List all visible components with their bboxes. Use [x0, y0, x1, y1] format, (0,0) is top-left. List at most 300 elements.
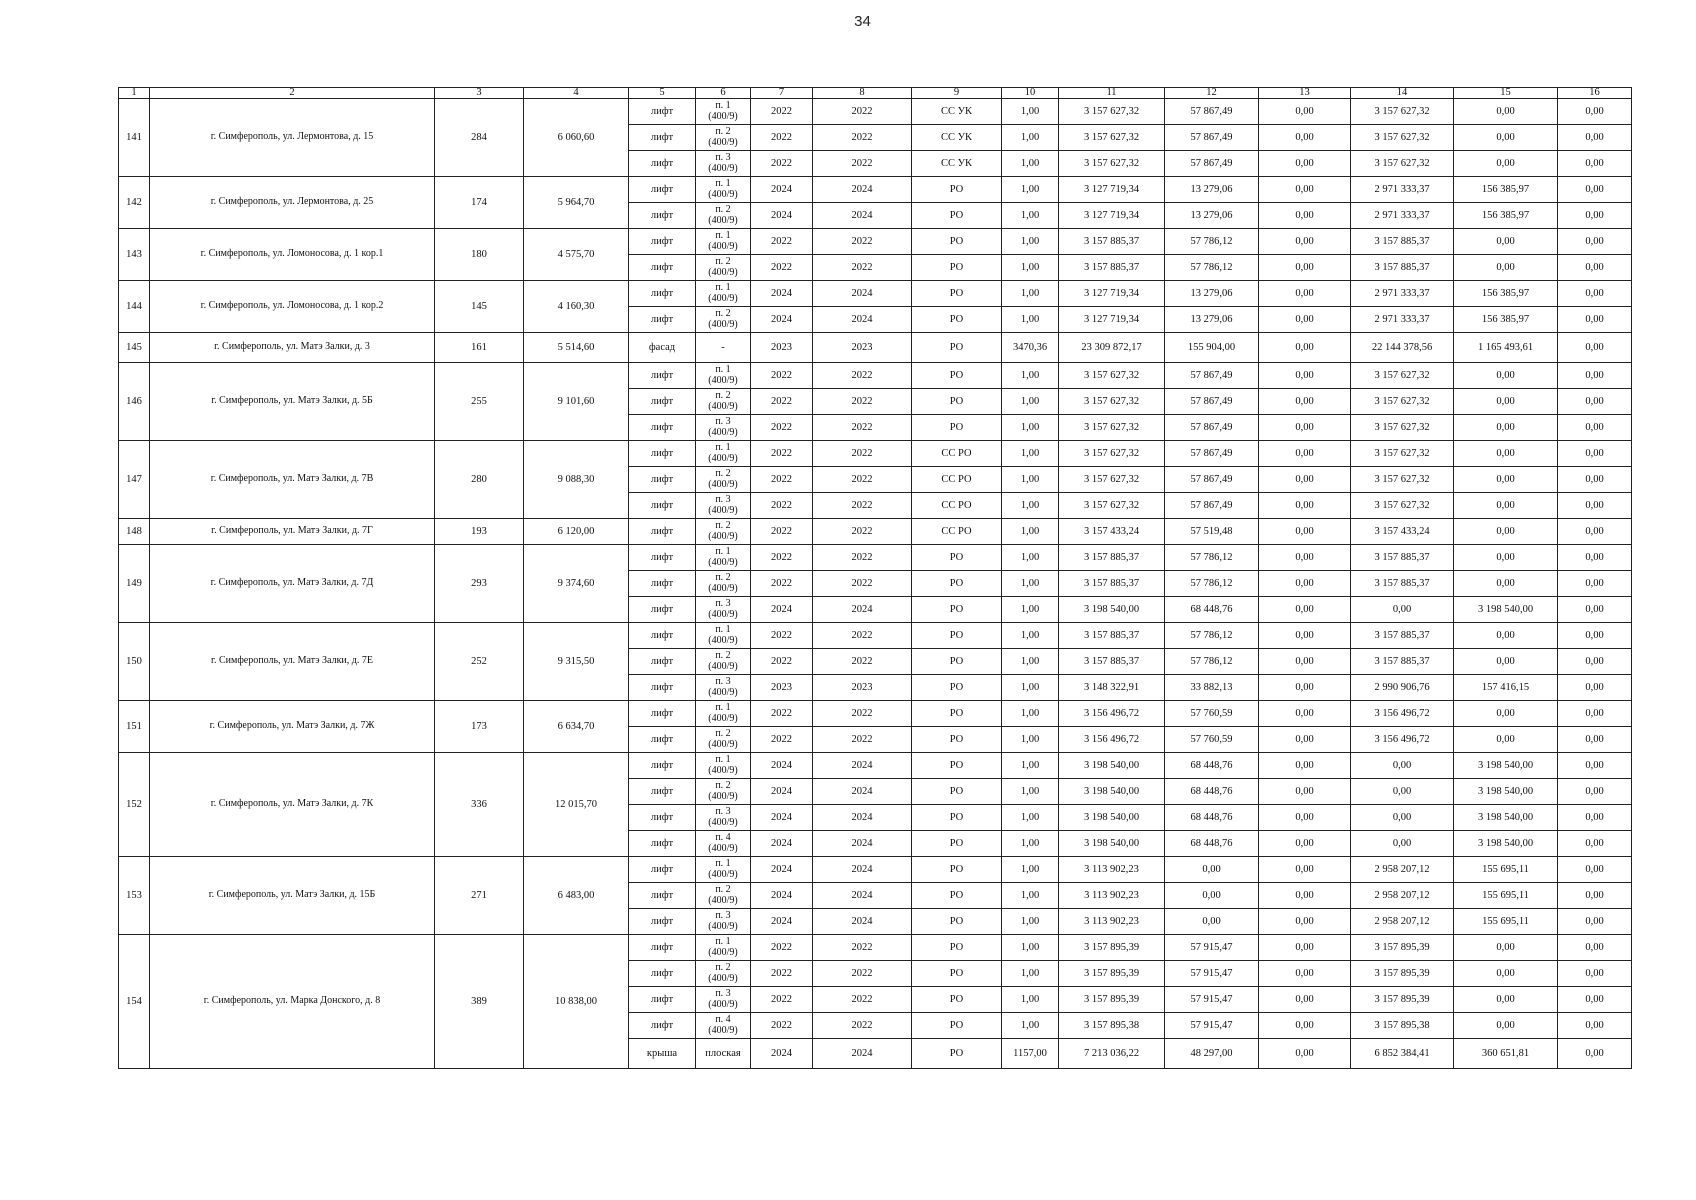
house-apartments: 336 [435, 753, 524, 857]
column-header-9: 9 [912, 88, 1002, 99]
plan-year-start-cell: 2024 [751, 779, 813, 805]
total-cost-cell: 3 157 895,39 [1059, 935, 1165, 961]
plan-year-end-cell: 2024 [813, 883, 912, 909]
customer-cell: СС РО [912, 519, 1002, 545]
house-area: 9 374,60 [524, 545, 629, 623]
total-cost-cell: 3 157 627,32 [1059, 389, 1165, 415]
cost-fund-1-cell: 0,00 [1259, 467, 1351, 493]
total-cost-cell: 3 157 627,32 [1059, 363, 1165, 389]
cost-fund-1-cell: 0,00 [1259, 1039, 1351, 1069]
cost-fund-2-cell: 3 157 627,32 [1351, 467, 1454, 493]
entrance-cell: п. 1 (400/9) [696, 857, 751, 883]
customer-cell: РО [912, 545, 1002, 571]
volume-cell: 1,00 [1002, 623, 1059, 649]
house-number: 151 [119, 701, 150, 753]
cost-fund-3-cell: 156 385,97 [1454, 203, 1558, 229]
entrance-cell: п. 3 (400/9) [696, 415, 751, 441]
plan-year-start-cell: 2023 [751, 333, 813, 363]
plan-year-end-cell: 2022 [813, 935, 912, 961]
house-area: 6 483,00 [524, 857, 629, 935]
cost-fund-1-cell: 0,00 [1259, 727, 1351, 753]
customer-cell: СС РО [912, 467, 1002, 493]
cost-fund-3-cell: 156 385,97 [1454, 307, 1558, 333]
house-number: 150 [119, 623, 150, 701]
plan-year-end-cell: 2022 [813, 125, 912, 151]
customer-cell: СС РО [912, 441, 1002, 467]
volume-cell: 1,00 [1002, 467, 1059, 493]
work-type-cell: лифт [629, 415, 696, 441]
cost-fund-3-cell: 0,00 [1454, 99, 1558, 125]
house-area: 5 964,70 [524, 177, 629, 229]
column-header-6: 6 [696, 88, 751, 99]
plan-year-start-cell: 2022 [751, 441, 813, 467]
plan-year-start-cell: 2022 [751, 701, 813, 727]
entrance-cell: п. 2 (400/9) [696, 125, 751, 151]
house-area: 10 838,00 [524, 935, 629, 1069]
cost-fund-2-cell: 22 144 378,56 [1351, 333, 1454, 363]
plan-year-start-cell: 2024 [751, 177, 813, 203]
cost-other-cell: 0,00 [1558, 779, 1632, 805]
work-type-cell: лифт [629, 125, 696, 151]
house-area: 9 315,50 [524, 623, 629, 701]
total-cost-cell: 3 157 627,32 [1059, 151, 1165, 177]
cost-sd-cell: 57 760,59 [1165, 727, 1259, 753]
plan-year-start-cell: 2022 [751, 151, 813, 177]
total-cost-cell: 7 213 036,22 [1059, 1039, 1165, 1069]
plan-year-end-cell: 2024 [813, 177, 912, 203]
plan-year-end-cell: 2024 [813, 753, 912, 779]
work-type-cell: лифт [629, 255, 696, 281]
cost-fund-1-cell: 0,00 [1259, 99, 1351, 125]
plan-year-start-cell: 2022 [751, 545, 813, 571]
cost-fund-2-cell: 3 157 627,32 [1351, 493, 1454, 519]
work-type-cell: лифт [629, 909, 696, 935]
volume-cell: 1,00 [1002, 125, 1059, 151]
cost-fund-3-cell: 3 198 540,00 [1454, 805, 1558, 831]
cost-sd-cell: 48 297,00 [1165, 1039, 1259, 1069]
cost-fund-2-cell: 3 157 895,39 [1351, 987, 1454, 1013]
volume-cell: 1,00 [1002, 415, 1059, 441]
house-address: г. Симферополь, ул. Матэ Залки, д. 7В [150, 441, 435, 519]
volume-cell: 1,00 [1002, 99, 1059, 125]
cost-sd-cell: 57 760,59 [1165, 701, 1259, 727]
volume-cell: 3470,36 [1002, 333, 1059, 363]
customer-cell: РО [912, 883, 1002, 909]
cost-sd-cell: 57 867,49 [1165, 415, 1259, 441]
entrance-cell: п. 2 (400/9) [696, 727, 751, 753]
cost-fund-3-cell: 0,00 [1454, 1013, 1558, 1039]
entrance-cell: п. 1 (400/9) [696, 623, 751, 649]
cost-sd-cell: 33 882,13 [1165, 675, 1259, 701]
customer-cell: РО [912, 701, 1002, 727]
cost-fund-2-cell: 0,00 [1351, 597, 1454, 623]
entrance-cell: п. 2 (400/9) [696, 649, 751, 675]
cost-other-cell: 0,00 [1558, 99, 1632, 125]
cost-fund-1-cell: 0,00 [1259, 805, 1351, 831]
column-header-10: 10 [1002, 88, 1059, 99]
entrance-cell: п. 3 (400/9) [696, 909, 751, 935]
cost-other-cell: 0,00 [1558, 935, 1632, 961]
cost-fund-2-cell: 3 157 895,38 [1351, 1013, 1454, 1039]
work-type-cell: лифт [629, 307, 696, 333]
cost-fund-1-cell: 0,00 [1259, 363, 1351, 389]
cost-fund-1-cell: 0,00 [1259, 177, 1351, 203]
cost-fund-3-cell: 0,00 [1454, 571, 1558, 597]
work-type-cell: лифт [629, 623, 696, 649]
cost-fund-2-cell: 0,00 [1351, 753, 1454, 779]
table-row [119, 441, 1632, 467]
work-type-cell: лифт [629, 363, 696, 389]
house-number: 143 [119, 229, 150, 281]
cost-sd-cell: 57 867,49 [1165, 363, 1259, 389]
cost-fund-3-cell: 0,00 [1454, 935, 1558, 961]
total-cost-cell: 3 157 627,32 [1059, 99, 1165, 125]
volume-cell: 1,00 [1002, 177, 1059, 203]
plan-year-start-cell: 2022 [751, 229, 813, 255]
cost-other-cell: 0,00 [1558, 177, 1632, 203]
cost-other-cell: 0,00 [1558, 281, 1632, 307]
cost-sd-cell: 13 279,06 [1165, 281, 1259, 307]
customer-cell: СС УК [912, 99, 1002, 125]
plan-year-end-cell: 2022 [813, 1013, 912, 1039]
volume-cell: 1,00 [1002, 519, 1059, 545]
entrance-cell: п. 1 (400/9) [696, 701, 751, 727]
cost-other-cell: 0,00 [1558, 363, 1632, 389]
customer-cell: СС РО [912, 493, 1002, 519]
plan-year-end-cell: 2022 [813, 363, 912, 389]
house-apartments: 389 [435, 935, 524, 1069]
volume-cell: 1,00 [1002, 493, 1059, 519]
house-apartments: 271 [435, 857, 524, 935]
cost-fund-2-cell: 3 157 627,32 [1351, 441, 1454, 467]
work-type-cell: лифт [629, 441, 696, 467]
house-address: г. Симферополь, ул. Ломоносова, д. 1 кор.2 [150, 281, 435, 333]
plan-year-end-cell: 2022 [813, 519, 912, 545]
customer-cell: РО [912, 415, 1002, 441]
work-type-cell: лифт [629, 229, 696, 255]
cost-fund-2-cell: 0,00 [1351, 831, 1454, 857]
total-cost-cell: 3 156 496,72 [1059, 727, 1165, 753]
plan-year-end-cell: 2022 [813, 961, 912, 987]
cost-fund-1-cell: 0,00 [1259, 883, 1351, 909]
plan-year-end-cell: 2022 [813, 151, 912, 177]
cost-fund-2-cell: 3 157 627,32 [1351, 389, 1454, 415]
house-address: г. Симферополь, ул. Матэ Залки, д. 7Е [150, 623, 435, 701]
work-type-cell: лифт [629, 467, 696, 493]
house-number: 153 [119, 857, 150, 935]
cost-fund-3-cell: 0,00 [1454, 701, 1558, 727]
house-apartments: 145 [435, 281, 524, 333]
plan-year-end-cell: 2024 [813, 281, 912, 307]
volume-cell: 1,00 [1002, 649, 1059, 675]
column-header-15: 15 [1454, 88, 1558, 99]
plan-year-start-cell: 2022 [751, 1013, 813, 1039]
plan-year-start-cell: 2022 [751, 99, 813, 125]
cost-sd-cell: 13 279,06 [1165, 203, 1259, 229]
total-cost-cell: 3 198 540,00 [1059, 753, 1165, 779]
plan-year-end-cell: 2022 [813, 987, 912, 1013]
cost-other-cell: 0,00 [1558, 467, 1632, 493]
cost-fund-1-cell: 0,00 [1259, 597, 1351, 623]
cost-sd-cell: 68 448,76 [1165, 779, 1259, 805]
cost-other-cell: 0,00 [1558, 229, 1632, 255]
entrance-cell: п. 3 (400/9) [696, 805, 751, 831]
cost-other-cell: 0,00 [1558, 805, 1632, 831]
cost-other-cell: 0,00 [1558, 701, 1632, 727]
house-apartments: 193 [435, 519, 524, 545]
volume-cell: 1,00 [1002, 441, 1059, 467]
plan-year-start-cell: 2022 [751, 649, 813, 675]
plan-year-end-cell: 2022 [813, 415, 912, 441]
entrance-cell: п. 2 (400/9) [696, 307, 751, 333]
volume-cell: 1,00 [1002, 389, 1059, 415]
house-address: г. Симферополь, ул. Матэ Залки, д. 3 [150, 333, 435, 363]
cost-fund-3-cell: 0,00 [1454, 987, 1558, 1013]
customer-cell: РО [912, 333, 1002, 363]
volume-cell: 1,00 [1002, 909, 1059, 935]
cost-sd-cell: 13 279,06 [1165, 177, 1259, 203]
cost-fund-1-cell: 0,00 [1259, 961, 1351, 987]
total-cost-cell: 3 157 885,37 [1059, 649, 1165, 675]
customer-cell: СС УК [912, 151, 1002, 177]
cost-sd-cell: 68 448,76 [1165, 753, 1259, 779]
entrance-cell: п. 1 (400/9) [696, 177, 751, 203]
plan-year-start-cell: 2024 [751, 753, 813, 779]
cost-fund-2-cell: 3 156 496,72 [1351, 701, 1454, 727]
cost-other-cell: 0,00 [1558, 545, 1632, 571]
cost-fund-3-cell: 3 198 540,00 [1454, 779, 1558, 805]
plan-year-end-cell: 2022 [813, 727, 912, 753]
work-type-cell: лифт [629, 987, 696, 1013]
work-type-cell: лифт [629, 151, 696, 177]
volume-cell: 1,00 [1002, 857, 1059, 883]
plan-year-end-cell: 2022 [813, 467, 912, 493]
plan-year-end-cell: 2022 [813, 623, 912, 649]
cost-other-cell: 0,00 [1558, 961, 1632, 987]
entrance-cell: п. 2 (400/9) [696, 255, 751, 281]
house-number: 141 [119, 99, 150, 177]
plan-year-start-cell: 2022 [751, 727, 813, 753]
plan-year-start-cell: 2024 [751, 883, 813, 909]
cost-fund-3-cell: 0,00 [1454, 467, 1558, 493]
volume-cell: 1,00 [1002, 307, 1059, 333]
plan-year-end-cell: 2022 [813, 255, 912, 281]
plan-year-end-cell: 2024 [813, 307, 912, 333]
house-apartments: 252 [435, 623, 524, 701]
plan-year-end-cell: 2024 [813, 831, 912, 857]
house-number: 147 [119, 441, 150, 519]
table-row [119, 623, 1632, 649]
plan-year-start-cell: 2024 [751, 1039, 813, 1069]
cost-fund-2-cell: 3 157 885,37 [1351, 623, 1454, 649]
customer-cell: РО [912, 229, 1002, 255]
plan-year-start-cell: 2022 [751, 493, 813, 519]
work-type-cell: лифт [629, 281, 696, 307]
cost-other-cell: 0,00 [1558, 597, 1632, 623]
cost-fund-3-cell: 157 416,15 [1454, 675, 1558, 701]
table-row [119, 857, 1632, 883]
plan-year-end-cell: 2024 [813, 779, 912, 805]
cost-fund-2-cell: 3 157 627,32 [1351, 363, 1454, 389]
table-row [119, 363, 1632, 389]
total-cost-cell: 3 157 627,32 [1059, 125, 1165, 151]
entrance-cell: п. 1 (400/9) [696, 441, 751, 467]
total-cost-cell: 3 113 902,23 [1059, 857, 1165, 883]
house-address: г. Симферополь, ул. Лермонтова, д. 25 [150, 177, 435, 229]
plan-year-end-cell: 2022 [813, 545, 912, 571]
cost-other-cell: 0,00 [1558, 307, 1632, 333]
house-apartments: 280 [435, 441, 524, 519]
volume-cell: 1,00 [1002, 255, 1059, 281]
cost-other-cell: 0,00 [1558, 441, 1632, 467]
work-type-cell: фасад [629, 333, 696, 363]
cost-fund-2-cell: 3 157 627,32 [1351, 415, 1454, 441]
house-address: г. Симферополь, ул. Матэ Залки, д. 7Д [150, 545, 435, 623]
volume-cell: 1,00 [1002, 151, 1059, 177]
entrance-cell: п. 1 (400/9) [696, 363, 751, 389]
work-type-cell: лифт [629, 649, 696, 675]
cost-other-cell: 0,00 [1558, 389, 1632, 415]
cost-sd-cell: 57 915,47 [1165, 935, 1259, 961]
house-apartments: 173 [435, 701, 524, 753]
total-cost-cell: 3 157 895,39 [1059, 987, 1165, 1013]
customer-cell: РО [912, 177, 1002, 203]
table-body [119, 99, 1632, 1069]
cost-fund-2-cell: 2 971 333,37 [1351, 307, 1454, 333]
plan-year-start-cell: 2024 [751, 597, 813, 623]
total-cost-cell: 3 157 885,37 [1059, 229, 1165, 255]
customer-cell: РО [912, 255, 1002, 281]
cost-fund-3-cell: 155 695,11 [1454, 883, 1558, 909]
work-type-cell: лифт [629, 1013, 696, 1039]
table-row [119, 519, 1632, 545]
cost-other-cell: 0,00 [1558, 649, 1632, 675]
total-cost-cell: 3 157 885,37 [1059, 255, 1165, 281]
cost-fund-1-cell: 0,00 [1259, 1013, 1351, 1039]
work-type-cell: лифт [629, 203, 696, 229]
entrance-cell: п. 2 (400/9) [696, 389, 751, 415]
house-address: г. Симферополь, ул. Матэ Залки, д. 15Б [150, 857, 435, 935]
plan-year-start-cell: 2022 [751, 363, 813, 389]
volume-cell: 1,00 [1002, 281, 1059, 307]
work-type-cell: лифт [629, 701, 696, 727]
plan-year-start-cell: 2022 [751, 571, 813, 597]
total-cost-cell: 23 309 872,17 [1059, 333, 1165, 363]
house-number: 154 [119, 935, 150, 1069]
volume-cell: 1,00 [1002, 779, 1059, 805]
cost-fund-1-cell: 0,00 [1259, 255, 1351, 281]
customer-cell: РО [912, 987, 1002, 1013]
cost-sd-cell: 57 786,12 [1165, 649, 1259, 675]
entrance-cell: п. 3 (400/9) [696, 987, 751, 1013]
work-type-cell: лифт [629, 935, 696, 961]
house-apartments: 284 [435, 99, 524, 177]
house-area: 9 101,60 [524, 363, 629, 441]
customer-cell: РО [912, 281, 1002, 307]
column-header-11: 11 [1059, 88, 1165, 99]
entrance-cell: п. 2 (400/9) [696, 571, 751, 597]
cost-sd-cell: 57 915,47 [1165, 961, 1259, 987]
work-type-cell: лифт [629, 753, 696, 779]
plan-year-start-cell: 2022 [751, 519, 813, 545]
table-row [119, 701, 1632, 727]
cost-fund-2-cell: 3 157 885,37 [1351, 571, 1454, 597]
total-cost-cell: 3 127 719,34 [1059, 307, 1165, 333]
plan-year-start-cell: 2022 [751, 623, 813, 649]
customer-cell: РО [912, 831, 1002, 857]
cost-sd-cell: 57 915,47 [1165, 1013, 1259, 1039]
column-header-13: 13 [1259, 88, 1351, 99]
total-cost-cell: 3 127 719,34 [1059, 281, 1165, 307]
house-address: г. Симферополь, ул. Матэ Залки, д. 7К [150, 753, 435, 857]
volume-cell: 1,00 [1002, 831, 1059, 857]
work-type-cell: лифт [629, 857, 696, 883]
total-cost-cell: 3 157 627,32 [1059, 415, 1165, 441]
cost-sd-cell: 57 786,12 [1165, 571, 1259, 597]
volume-cell: 1157,00 [1002, 1039, 1059, 1069]
house-number: 152 [119, 753, 150, 857]
cost-fund-3-cell: 0,00 [1454, 519, 1558, 545]
cost-fund-2-cell: 3 157 433,24 [1351, 519, 1454, 545]
total-cost-cell: 3 157 433,24 [1059, 519, 1165, 545]
cost-fund-2-cell: 6 852 384,41 [1351, 1039, 1454, 1069]
work-type-cell: лифт [629, 99, 696, 125]
cost-fund-2-cell: 2 971 333,37 [1351, 177, 1454, 203]
table-row [119, 229, 1632, 255]
cost-fund-1-cell: 0,00 [1259, 519, 1351, 545]
volume-cell: 1,00 [1002, 203, 1059, 229]
cost-sd-cell: 57 867,49 [1165, 441, 1259, 467]
plan-year-start-cell: 2022 [751, 961, 813, 987]
plan-year-start-cell: 2024 [751, 203, 813, 229]
customer-cell: РО [912, 571, 1002, 597]
entrance-cell: плоская [696, 1039, 751, 1069]
cost-fund-1-cell: 0,00 [1259, 649, 1351, 675]
total-cost-cell: 3 157 895,38 [1059, 1013, 1165, 1039]
cost-sd-cell: 57 786,12 [1165, 545, 1259, 571]
entrance-cell: п. 2 (400/9) [696, 779, 751, 805]
cost-fund-3-cell: 0,00 [1454, 151, 1558, 177]
customer-cell: РО [912, 675, 1002, 701]
house-number: 142 [119, 177, 150, 229]
total-cost-cell: 3 156 496,72 [1059, 701, 1165, 727]
cost-fund-3-cell: 0,00 [1454, 229, 1558, 255]
cost-fund-1-cell: 0,00 [1259, 333, 1351, 363]
volume-cell: 1,00 [1002, 571, 1059, 597]
cost-fund-1-cell: 0,00 [1259, 857, 1351, 883]
plan-year-end-cell: 2022 [813, 389, 912, 415]
volume-cell: 1,00 [1002, 675, 1059, 701]
total-cost-cell: 3 157 885,37 [1059, 545, 1165, 571]
cost-fund-2-cell: 3 157 885,37 [1351, 649, 1454, 675]
plan-year-end-cell: 2024 [813, 597, 912, 623]
plan-year-start-cell: 2024 [751, 857, 813, 883]
column-header-12: 12 [1165, 88, 1259, 99]
house-area: 6 060,60 [524, 99, 629, 177]
total-cost-cell: 3 157 885,37 [1059, 571, 1165, 597]
cost-fund-2-cell: 3 157 627,32 [1351, 151, 1454, 177]
customer-cell: РО [912, 727, 1002, 753]
cost-other-cell: 0,00 [1558, 909, 1632, 935]
cost-sd-cell: 57 867,49 [1165, 151, 1259, 177]
cost-other-cell: 0,00 [1558, 151, 1632, 177]
cost-other-cell: 0,00 [1558, 1013, 1632, 1039]
cost-fund-1-cell: 0,00 [1259, 151, 1351, 177]
plan-year-end-cell: 2024 [813, 857, 912, 883]
work-type-cell: лифт [629, 389, 696, 415]
cost-fund-2-cell: 2 958 207,12 [1351, 857, 1454, 883]
cost-fund-2-cell: 3 157 895,39 [1351, 935, 1454, 961]
